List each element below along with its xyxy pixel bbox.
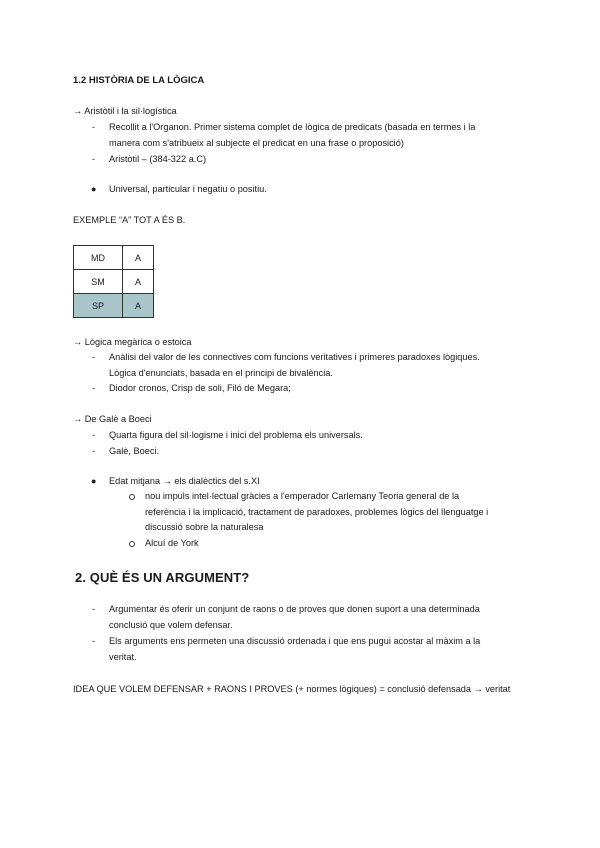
dash-marker: -	[92, 383, 96, 393]
table-cell: SP	[74, 294, 123, 318]
table-row	[74, 246, 154, 270]
circle-bullet-icon	[129, 541, 135, 547]
table-cell: A	[123, 246, 154, 270]
dash-marker: -	[92, 604, 96, 614]
list-item: Edat mitjana → els dialèctics del s.XI	[109, 476, 260, 486]
table-cell: A	[123, 294, 154, 318]
circle-bullet-icon	[129, 494, 135, 500]
dash-marker: -	[92, 352, 96, 362]
list-item: Universal, particular i negatiu o positiu.	[109, 184, 267, 194]
bullet-icon: ●	[91, 184, 97, 194]
section-title-argument: 2. QUÈ ÉS UN ARGUMENT?	[75, 570, 250, 585]
heading-aristotil: → Aristòtil i la sil·logística	[73, 106, 177, 116]
list-item: veritat.	[109, 652, 137, 662]
sub-list-item: nou impuls intel·lectual gràcies a l'emperador Carlemany Teoria general de la	[145, 491, 460, 501]
list-item: Lògica d'enunciats, basada en el principi de bivalència.	[109, 368, 333, 378]
table-row-highlighted	[74, 294, 154, 318]
list-item: manera com s'atribueix al subjecte el predicat en una frase o proposició)	[109, 138, 404, 148]
list-item: Aristòtil – (384-322 a.C)	[109, 154, 207, 164]
sub-list-item: referència i la implicació, tractament de paradoxes, problemes lògics del llenguatge i	[145, 507, 489, 517]
list-item: Argumentar és oferir un conjunt de raons o de proves que donen suport a una determinada	[109, 604, 480, 614]
sub-list-item: Alcuí de York	[145, 538, 199, 548]
list-item: Galè, Boeci.	[109, 446, 160, 456]
table-cell: A	[123, 270, 154, 294]
dash-marker: -	[92, 122, 96, 132]
table-cell: SM	[74, 270, 123, 294]
heading-gale: → De Galè a Boeci	[73, 414, 152, 424]
bullet-icon: ●	[91, 476, 97, 486]
dash-marker: -	[92, 636, 96, 646]
dash-marker: -	[92, 446, 96, 456]
sub-list-item: discussió sobre la naturalesa	[145, 522, 264, 532]
list-item: Recollit a l'Organon. Primer sistema complet de lògica de predicats (basada en termes i la	[109, 122, 476, 132]
table-cell: MD	[74, 246, 123, 270]
list-item: Diodor cronos, Crisp de soli, Filó de Megara;	[109, 383, 291, 393]
table-row	[74, 270, 154, 294]
list-item: Anàlisi del valor de les connectives com funcions veritatives i primeres paradoxes lògiques.	[109, 352, 480, 362]
section-title-history: 1.2 HISTÒRIA DE LA LÒGICA	[73, 75, 205, 86]
heading-megarica: → Lògica megàrica o estoica	[73, 337, 192, 347]
list-item: conclusió que volem defensar.	[109, 620, 233, 630]
dash-marker: -	[92, 430, 96, 440]
list-item: Quarta figura del sil·logisme i inici del problema els universals.	[109, 430, 363, 440]
formula-line: IDEA QUE VOLEM DEFENSAR + RAONS I PROVES (+ normes lògiques) = conclusió defensada → veritat	[73, 684, 511, 694]
list-item: Els arguments ens permeten una discussió ordenada i que ens pugui acostar al màxim a la	[109, 636, 481, 646]
dash-marker: -	[92, 154, 96, 164]
example-table	[73, 245, 154, 318]
example-label: EXEMPLE “A” TOT A ÉS B.	[73, 215, 186, 225]
